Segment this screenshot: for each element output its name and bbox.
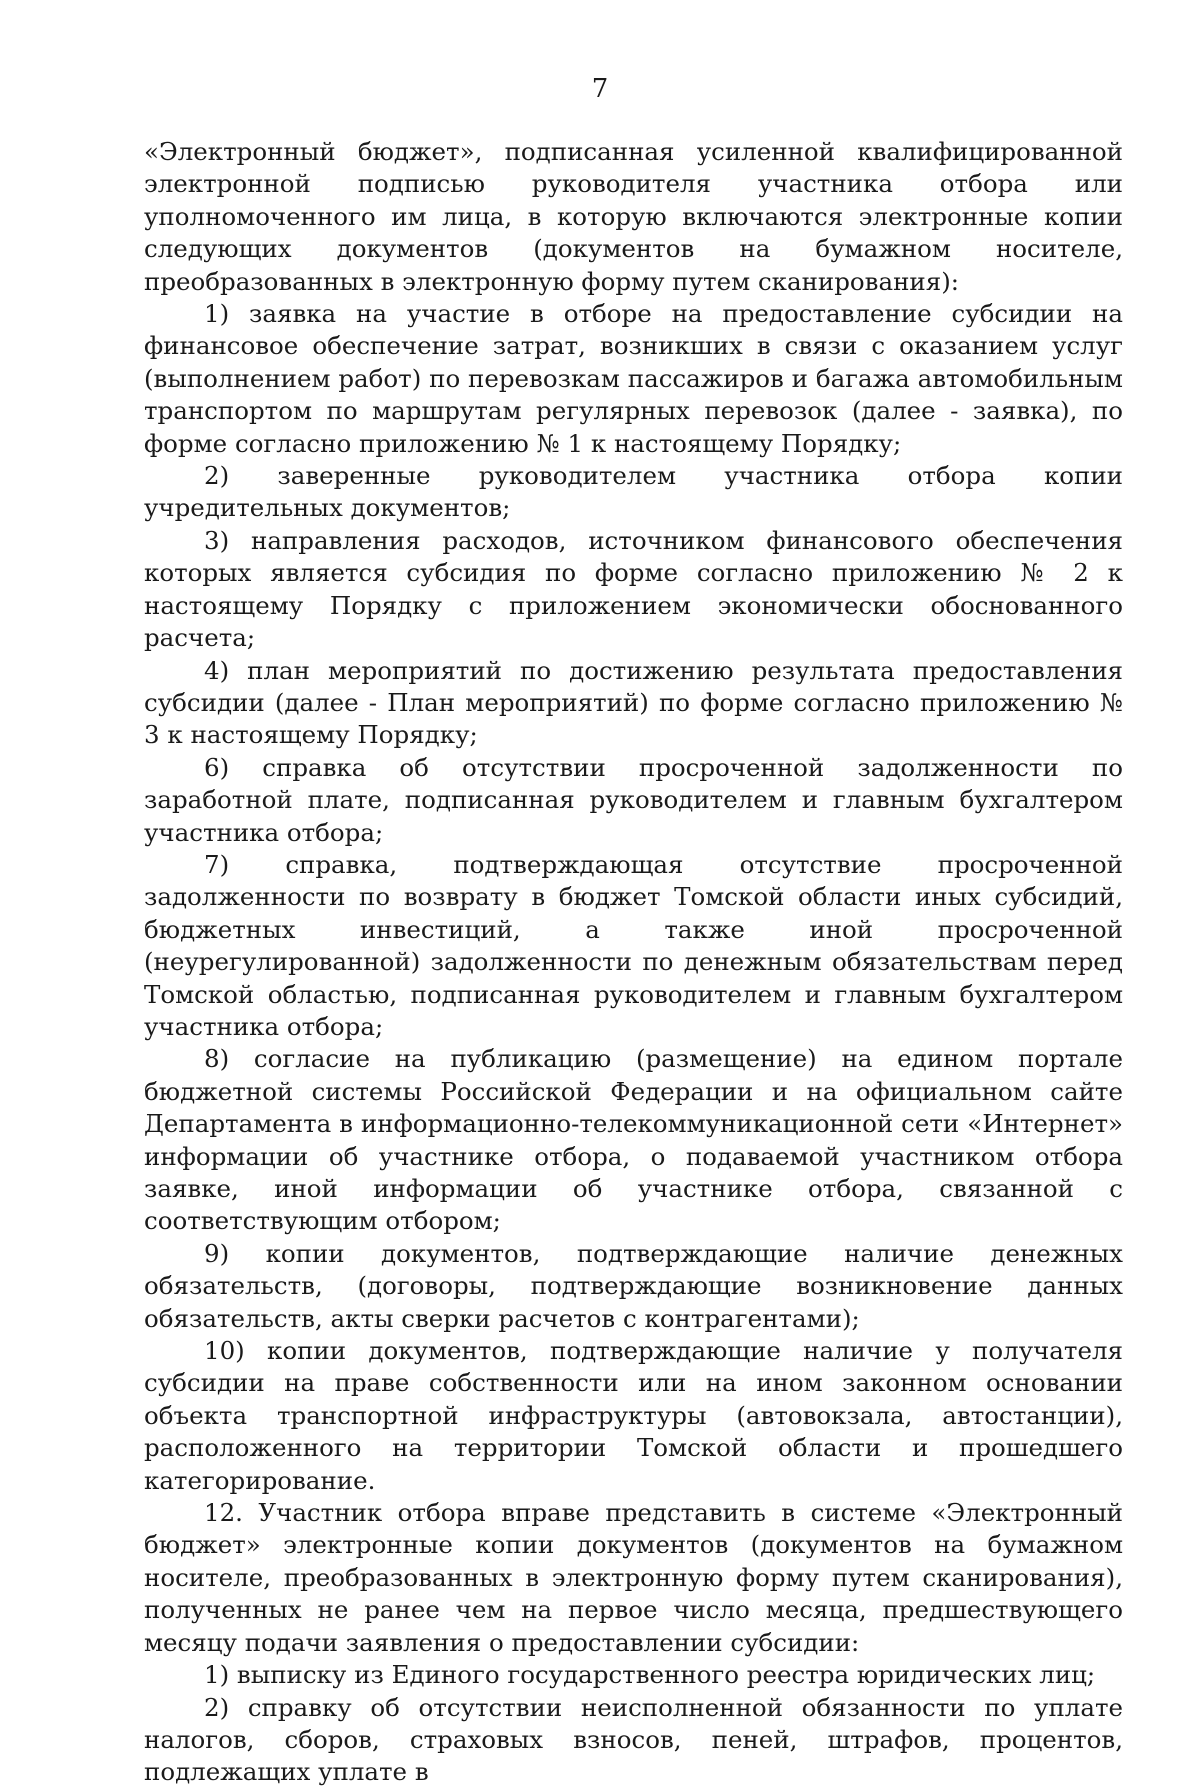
document-body bbox=[144, 136, 1123, 1789]
paragraph-intro: «Электронный бюджет», подписанная усиленной квалифицированной электронной подписью руководителя участника отбора или уполномоченного им лица, в которую включаются электронные копии следующих документов (документов на бумажном носителе, преобразованных в электронную форму путем сканирования): bbox=[144, 137, 1123, 296]
paragraph-item-1: 1) заявка на участие в отборе на предоставление субсидии на финансовое обеспечение затрат, возникших в связи с оказанием услуг (выполнением работ) по перевозкам пассажиров и багажа автомобильным транспортом по маршрутам регулярных перевозок (далее - заявка), по форме согласно приложению № 1 к настоящему Порядку; bbox=[144, 299, 1123, 458]
paragraph-item-8: 8) согласие на публикацию (размещение) на едином портале бюджетной системы Российской Федерации и на официальном сайте Департамента в информационно-телекоммуникационной сети «Интернет» информации об участнике отбора, о подаваемой участником отбора заявке, иной информации об участнике отбора, связанной с соответствующим отбором; bbox=[144, 1044, 1123, 1236]
paragraph-item-6: 6) справка об отсутствии просроченной задолженности по заработной плате, подписанная руководителем и главным бухгалтером участника отбора; bbox=[144, 752, 1123, 847]
paragraph-item-3: 3) направления расходов, источником финансового обеспечения которых является субсидия по форме согласно приложению № 2 к настоящему Порядку с приложением экономически обоснованного расчета; bbox=[144, 525, 1123, 653]
paragraph-item-4: 4) план мероприятий по достижению результата предоставления субсидии (далее - План мероприятий) по форме согласно приложению № 3 к настоящему Порядку; bbox=[144, 655, 1123, 750]
page-number: 7 bbox=[591, 74, 609, 104]
paragraph-section-12: 12. Участник отбора вправе представить в системе «Электронный бюджет» электронные копии документов (документов на бумажном носителе, преобразованных в электронную форму путем сканирования), полученных не ранее чем на первое число месяца, предшествующего месяцу подачи заявления о предоставлении субсидии: bbox=[144, 1498, 1123, 1657]
paragraph-sub-item-1: 1) выписку из Единого государственного реестра юридических лиц; bbox=[204, 1660, 1096, 1690]
paragraph-item-9: 9) копии документов, подтверждающие наличие денежных обязательств, (договоры, подтверждающие возникновение данных обязательств, акты сверки расчетов с контрагентами); bbox=[144, 1238, 1123, 1333]
paragraph-item-2: 2) заверенные руководителем участника отбора копии учредительных документов; bbox=[144, 461, 1123, 523]
paragraph-sub-item-2: 2) справку об отсутствии неисполненной обязанности по уплате налогов, сборов, страховых взносов, пеней, штрафов, процентов, подлежащих уплате в bbox=[144, 1692, 1123, 1787]
paragraph-item-7: 7) справка, подтверждающая отсутствие просроченной задолженности по возврату в бюджет Томской области иных субсидий, бюджетных инвестиций, а также иной просроченной (неурегулированной) задолженности по денежным обязательствам перед Томской областью, подписанная руководителем и главным бухгалтером участника отбора; bbox=[144, 849, 1123, 1041]
paragraph-item-10: 10) копии документов, подтверждающие наличие у получателя субсидии на праве собственности или на ином законном основании объекта транспортной инфраструктуры (автовокзала, автостанции), расположенного на территории Томской области и прошедшего категорирование. bbox=[144, 1336, 1123, 1495]
